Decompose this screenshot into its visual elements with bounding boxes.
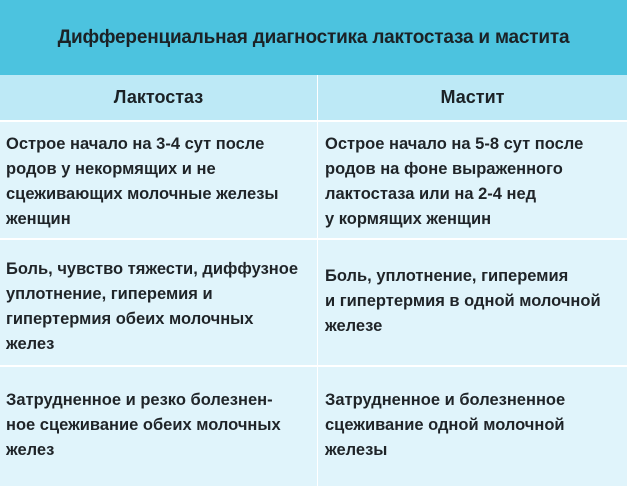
cell-mastitis-expression: Затрудненное и болезненное сцеживание одной молочной железы [325, 391, 566, 459]
cell-mastitis-onset: Острое начало на 5-8 сут после родов на фоне выраженного лактостаза или на 2-4 нед у кормящих женщин [325, 135, 584, 228]
table-title: Дифференциальная диагностика лактостаза и мастита [57, 26, 570, 48]
table-title-bar [0, 0, 627, 75]
table-row [0, 122, 627, 238]
table-header-row [0, 75, 627, 120]
header-mastitis: Мастит [440, 87, 505, 107]
table-row [0, 240, 627, 365]
cell-lactostasis-onset: Острое начало на 3-4 сут после родов у некормящих и не сцеживающих молочные железы женщин [6, 135, 279, 228]
cell-lactostasis-symptoms: Боль, чувство тяжести, диффузное уплотнение, гиперемия и гипертермия обеих молочных желез [6, 260, 299, 353]
row-divider [0, 365, 627, 367]
row-divider [0, 120, 627, 122]
row-divider [0, 238, 627, 240]
cell-mastitis-symptoms: Боль, уплотнение, гиперемия и гипертермия в одной молочной железе [325, 267, 601, 335]
header-lactostasis: Лактостаз [113, 87, 204, 107]
table-row [0, 367, 627, 486]
cell-lactostasis-expression: Затрудненное и резко болезнен- ное сцеживание обеих молочных желез [6, 391, 281, 459]
column-divider [317, 75, 318, 486]
